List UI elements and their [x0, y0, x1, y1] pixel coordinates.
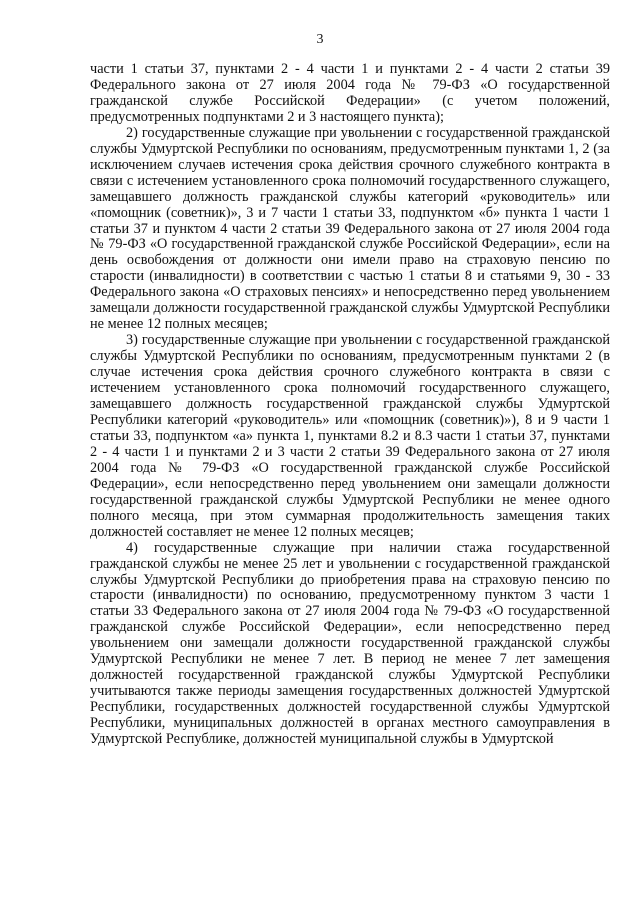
paragraph-item-2: 2) государственные служащие при увольнении с государственной гражданской службы Удмуртской Республики по основаниям, предусмотренным пунктами 1, 2 (за исключением случаев истечения срока действия срочного служебного контракта в связи с истечением установленного срока полномочий государственного служащего, замещавшего должность гражданской службы категорий «руководитель» или «помощник (советник)», 3 и 7 части 1 статьи 33, подпунктом «б» пункта 1 части 1 статьи 37 и пунктом 4 части 2 статьи 39 Федерального закона от 27 июля 2004 года № 79-ФЗ «О государственной гражданской службе Российской Федерации», если на день освобождения от должности они имели право на страховую пенсию по старости (инвалидности) в соответствии с частью 1 статьи 8 и статьями 9, 30 - 33 Федерального закона «О страховых пенсиях» и непосредственно перед увольнением замещали должности государственной гражданской службы Удмуртской Республики не менее 12 полных месяцев;	[90, 124, 610, 333]
paragraph-item-4: 4) государственные служащие при наличии стажа государственной гражданской службы не менее 25 лет и увольнении с государственной гражданской службы Удмуртской Республики до приобретения права на страховую пенсию по старости (инвалидности) по основанию, предусмотренному пунктом 3 части 1 статьи 33 Федерального закона от 27 июля 2004 года № 79-ФЗ «О государственной гражданской службе Российской Федерации», если непосредственно перед увольнением они замещали должности государственной гражданской службы Удмуртской Республики не менее 7 лет. В период не менее 7 лет замещения должностей государственной гражданской службы Удмуртской Республики учитываются также периоды замещения государственных должностей Удмуртской Республики, государственных должностей государственной службы Удмуртской Республики, муниципальных должностей в органах местного самоуправления в Удмуртской Республике, должностей муниципальной службы в Удмуртской	[90, 539, 610, 748]
paragraph-continuation: части 1 статьи 37, пунктами 2 - 4 части 1 и пунктами 2 - 4 части 2 статьи 39 Федерального закона от 27 июля 2004 года № 79-ФЗ «О государственной гражданской службе Российской Федерации» (с учетом положений, предусмотренных подпунктами 2 и 3 настоящего пункта);	[90, 61, 610, 125]
page-number: 3	[316, 32, 324, 47]
document-body	[90, 62, 610, 748]
paragraph-item-3: 3) государственные служащие при увольнении с государственной гражданской службы Удмуртской Республики по основаниям, предусмотренным пунктами 2 (в случае истечения срока действия срочного служебного контракта в связи с истечением установленного срока полномочий государственного служащего, замещавшего должность государственной гражданской службы Удмуртской Республики категорий «руководитель» или «помощник (советник)»), 8 и 9 части 1 статьи 33, подпунктом «а» пункта 1, пунктами 8.2 и 8.3 части 1 статьи 37, пунктами 2 - 4 части 1 и пунктами 2 и 3 части 2 статьи 39 Федерального закона от 27 июля 2004 года № 79-ФЗ «О государственной гражданской службе Российской Федерации», если непосредственно перед увольнением они замещали должности государственной гражданской службы Удмуртской Республики не менее одного полного месяца, при этом суммарная продолжительность замещения таких должностей составляет не менее 12 полных месяцев;	[90, 332, 610, 540]
